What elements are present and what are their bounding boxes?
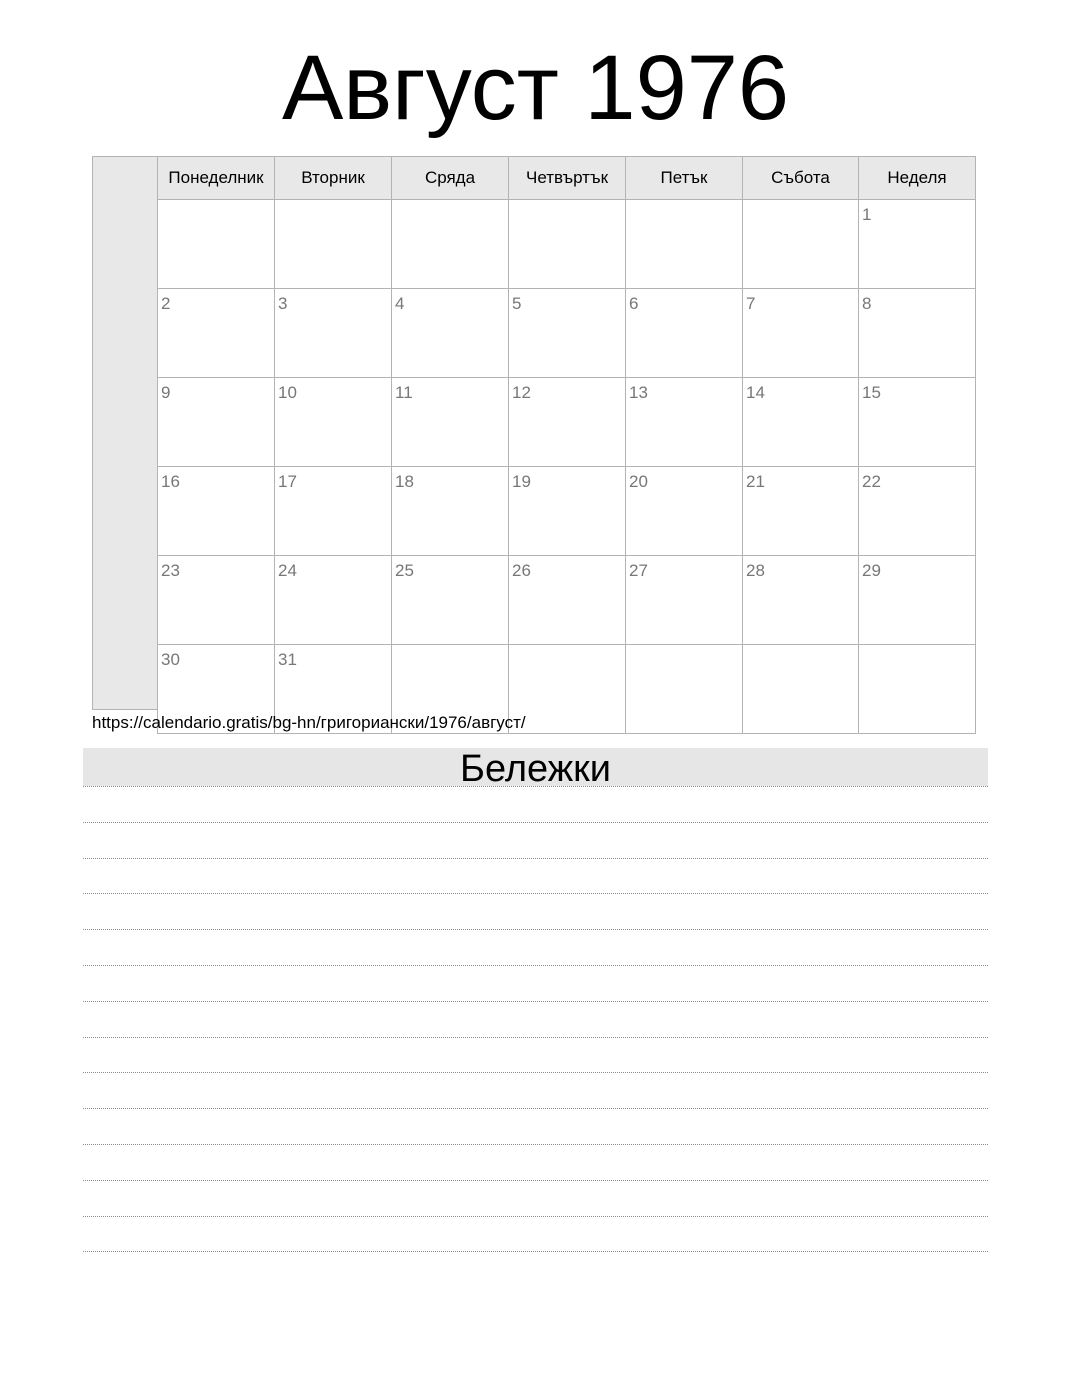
note-line [83, 893, 988, 894]
note-line [83, 1144, 988, 1145]
day-cell: 31 [275, 645, 392, 734]
weekday-header-row [158, 157, 976, 200]
day-cell [743, 645, 859, 734]
note-line [83, 1251, 988, 1252]
day-cell [626, 645, 743, 734]
note-line [83, 1180, 988, 1181]
note-line [83, 1072, 988, 1073]
day-cell [509, 645, 626, 734]
day-cell: 10 [275, 378, 392, 467]
day-cell: 20 [626, 467, 743, 556]
day-cell: 3 [275, 289, 392, 378]
notes-title: Бележки [83, 748, 988, 786]
week-row [158, 467, 976, 556]
week-row [158, 378, 976, 467]
day-cell: 27 [626, 556, 743, 645]
day-cell: 14 [743, 378, 859, 467]
note-line [83, 786, 988, 787]
note-line [83, 965, 988, 966]
day-cell: 5 [509, 289, 626, 378]
day-cell: 18 [392, 467, 509, 556]
day-cell [743, 200, 859, 289]
note-line [83, 1037, 988, 1038]
weekday-header: Неделя [859, 157, 976, 200]
weekday-header: Петък [626, 157, 743, 200]
day-cell: 22 [859, 467, 976, 556]
week-row [158, 556, 976, 645]
week-row [158, 289, 976, 378]
note-line [83, 1001, 988, 1002]
day-cell: 9 [158, 378, 275, 467]
week-row [158, 200, 976, 289]
day-cell: 28 [743, 556, 859, 645]
note-line [83, 822, 988, 823]
day-cell: 25 [392, 556, 509, 645]
day-cell: 30 [158, 645, 275, 734]
day-cell: 4 [392, 289, 509, 378]
day-cell [275, 200, 392, 289]
calendar-table [157, 156, 976, 734]
note-line [83, 1108, 988, 1109]
note-line [83, 858, 988, 859]
weekday-header: Понеделник [158, 157, 275, 200]
weekday-header: Четвъртък [509, 157, 626, 200]
day-cell: 2 [158, 289, 275, 378]
day-cell: 12 [509, 378, 626, 467]
weekday-header: Сряда [392, 157, 509, 200]
day-cell [158, 200, 275, 289]
day-cell: 29 [859, 556, 976, 645]
day-cell: 1 [859, 200, 976, 289]
day-cell: 15 [859, 378, 976, 467]
day-cell [859, 645, 976, 734]
day-cell: 21 [743, 467, 859, 556]
day-cell [509, 200, 626, 289]
day-cell: 11 [392, 378, 509, 467]
source-url: https://calendario.gratis/bg-hn/григориански/1976/август/ [92, 713, 526, 732]
calendar-grid [92, 156, 977, 710]
day-cell [392, 200, 509, 289]
day-cell: 7 [743, 289, 859, 378]
day-cell [626, 200, 743, 289]
page-title: Август 1976 [281, 37, 790, 139]
weekday-header: Вторник [275, 157, 392, 200]
day-cell: 23 [158, 556, 275, 645]
day-cell: 13 [626, 378, 743, 467]
note-line [83, 929, 988, 930]
week-number-column [92, 156, 159, 710]
day-cell: 17 [275, 467, 392, 556]
note-line [83, 1216, 988, 1217]
weekday-header: Събота [743, 157, 859, 200]
day-cell: 19 [509, 467, 626, 556]
day-cell: 26 [509, 556, 626, 645]
day-cell: 16 [158, 467, 275, 556]
day-cell: 24 [275, 556, 392, 645]
day-cell: 8 [859, 289, 976, 378]
day-cell: 6 [626, 289, 743, 378]
